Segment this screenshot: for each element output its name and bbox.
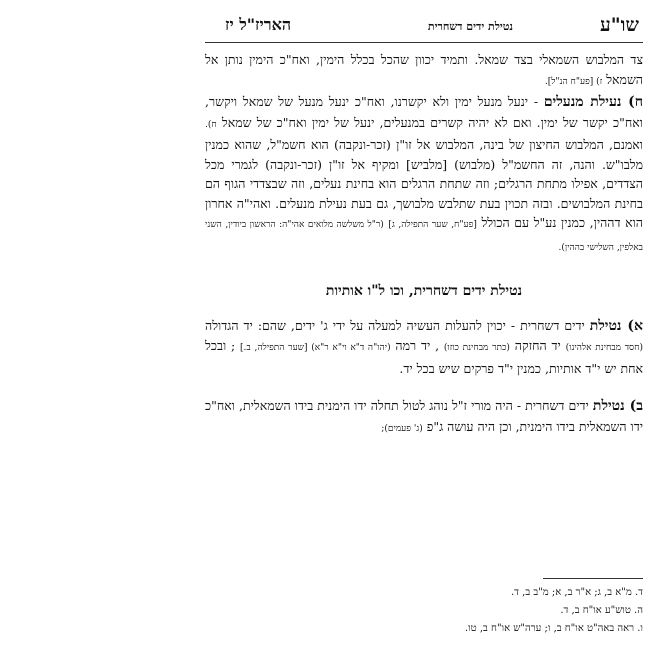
spacer [205, 378, 643, 396]
footnote: ו. ראה באה"ט או"ח ב, ו; ערה"ש או"ח ב, טו. [464, 623, 643, 634]
page [205, 0, 643, 650]
footnote: ד. מ"א ב, ג; א"ר ב, א; מ"ב ב, ד. [510, 587, 643, 598]
header-rule [205, 42, 643, 43]
paragraph-text: יד החזקה [514, 338, 561, 353]
paragraph [205, 316, 643, 379]
source-ref: (חסד מבחינת אלהינו) [565, 343, 643, 353]
source-ref: [פע"ח, שער התפילה, ג] [388, 220, 477, 230]
source-ref: (ג' פעמים); [381, 423, 423, 434]
paragraph-text: , יד רמה [395, 338, 440, 353]
paragraph [205, 92, 643, 258]
source-ref: ח). [205, 119, 217, 130]
section-label: ח) נעילת מנעלים [543, 94, 643, 110]
section-label: א) נטילת [589, 317, 643, 334]
paragraph-text: ידים דשחרית - היה מורי ז"ל נוהג לטול תחלה ידו הימנית בידו השמאלית, ואח"כ ידו השמאלית בידו הימנית, וכן היה עושה ג"פ [205, 398, 643, 434]
footnote: ה. טוש"ע או"ח ב, ד. [560, 605, 643, 616]
paragraph-text: - ינעל מנעל ימין ולא יקשרנו, ואח"כ ינעל מנעל של שמאל ויקשר, ואח"כ יקשר של ימין. ואם לא יהיה קשרים במנעלים, ינעל של ימין ואח"כ של שמאל [205, 94, 643, 130]
paragraph-text: ידים דשחרית - יכוין להעלות העשיה למעלה על ידי ג' ידים, שהם: יד הגדולה [205, 317, 585, 333]
section-label: ב) נטילת [592, 398, 643, 414]
paragraph-text: ; ובכל אחת יש י"ד אותיות, כמנין י"ד פרקים שיש בכל יד. [205, 338, 643, 376]
paragraph [205, 50, 643, 92]
main-text [205, 50, 643, 439]
footnotes [205, 584, 643, 638]
source-ref: ז) [פע"ח הנ"ל]. [544, 76, 603, 87]
paragraph [205, 396, 643, 439]
header-topic: נטילת ידים דשחרית [427, 20, 513, 33]
header-section: האריז"ל יז [225, 15, 292, 34]
source-ref: (כתר מבחינת כוזו) [443, 343, 510, 353]
section-title: נטילת ידים דשחרית, וכו ל"ו אותיות [325, 283, 523, 299]
paragraph-text: צד המלבוש השמאלי בצד שמאל. ותמיד יכוון שהכל בכלל הימין, ואח"כ הימין נותן אל השמאל [205, 52, 643, 87]
header-title: שו"ע [600, 14, 639, 36]
paragraph-text: ואמנם, המלבוש החיצון של בינה, המלבוש אל זו"ן (זכר-ונקבה) הוא חשמ"ל, שהוא כמנין מלבו"ש. והנה, זה החשמ"ל (מלבוש) [מלביש] ומקיף אל זו"ן (זכר-ונקבה) לגמרי מכל הצדדים, אפילו מתחת הרגלים; וזה שתחת הרגלים הוא בחינת נעלים, וזה שבצדדי הגוף הם בחינת המלבושים. ובזה תכוין בעת שתלבש מלבושך, גם בעת נעילת מנעלים. ואהי"ה אחרון הוא דההין, כמנין נע"ל עם הכולל [205, 137, 643, 230]
source-ref: (יהו"ה ד"א וי"א ר"א) [שער התפילה, ב.] [240, 343, 391, 353]
footnote-rule [543, 578, 643, 579]
note: (ר"ל משלשה מלואים אהי"ה: הראשון ביודין, השני באלפין, השלישי בההין). [205, 220, 643, 253]
page-header [205, 14, 643, 44]
